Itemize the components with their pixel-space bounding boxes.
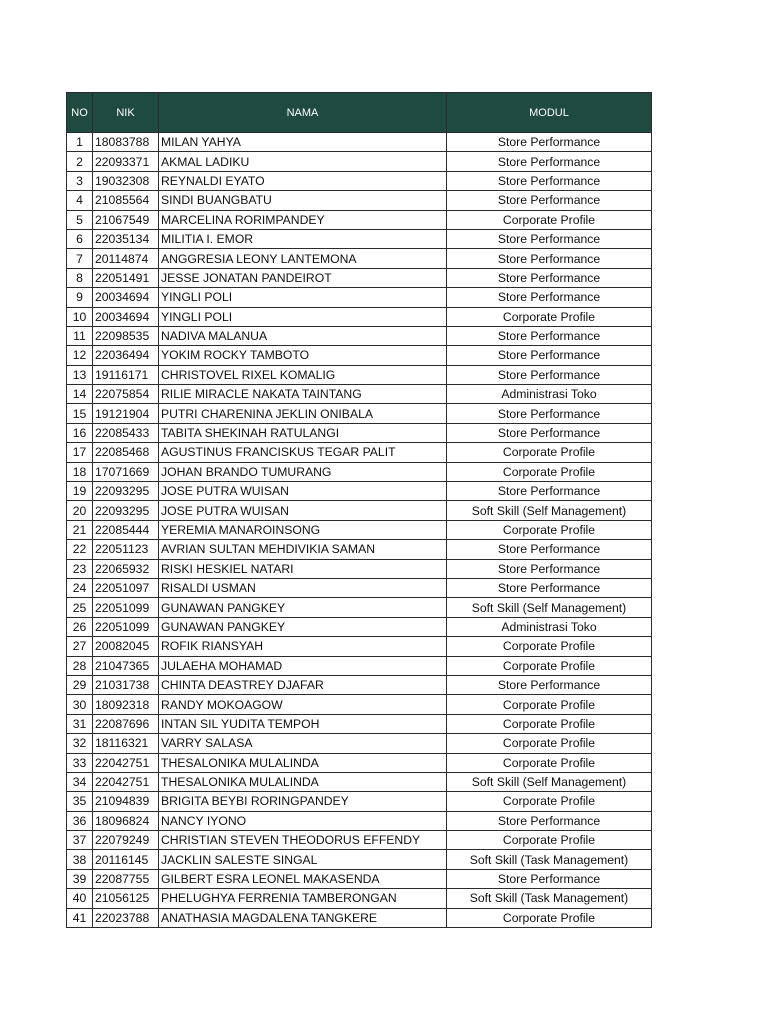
cell-modul: Corporate Profile: [447, 734, 652, 753]
cell-nik: 22023788: [93, 908, 159, 927]
cell-nik: 19121904: [93, 404, 159, 423]
cell-no: 4: [67, 191, 93, 210]
cell-no: 38: [67, 850, 93, 869]
cell-nik: 19032308: [93, 171, 159, 190]
table-row: [67, 578, 652, 597]
cell-no: 13: [67, 365, 93, 384]
cell-no: 22: [67, 540, 93, 559]
cell-modul: Store Performance: [447, 133, 652, 152]
cell-nama: RILIE MIRACLE NAKATA TAINTANG: [159, 385, 447, 404]
cell-no: 19: [67, 482, 93, 501]
cell-nama: ANGGRESIA LEONY LANTEMONA: [159, 249, 447, 268]
cell-nama: JOSE PUTRA WUISAN: [159, 482, 447, 501]
cell-no: 36: [67, 811, 93, 830]
cell-no: 35: [67, 792, 93, 811]
cell-no: 7: [67, 249, 93, 268]
cell-modul: Store Performance: [447, 423, 652, 442]
cell-no: 26: [67, 617, 93, 636]
cell-no: 17: [67, 443, 93, 462]
cell-modul: Corporate Profile: [447, 695, 652, 714]
cell-no: 29: [67, 675, 93, 694]
table-row: [67, 191, 652, 210]
table-row: [67, 637, 652, 656]
cell-nama: JOHAN BRANDO TUMURANG: [159, 462, 447, 481]
cell-modul: Soft Skill (Task Management): [447, 850, 652, 869]
cell-modul: Corporate Profile: [447, 831, 652, 850]
cell-no: 32: [67, 734, 93, 753]
cell-nik: 21031738: [93, 675, 159, 694]
cell-nik: 22093371: [93, 152, 159, 171]
cell-nik: 20114874: [93, 249, 159, 268]
cell-modul: Corporate Profile: [447, 753, 652, 772]
cell-no: 5: [67, 210, 93, 229]
cell-modul: Soft Skill (Self Management): [447, 772, 652, 791]
cell-modul: Store Performance: [447, 811, 652, 830]
cell-no: 6: [67, 229, 93, 248]
cell-modul: Store Performance: [447, 869, 652, 888]
cell-nik: 17071669: [93, 462, 159, 481]
table-row: [67, 307, 652, 326]
cell-nama: RISALDI USMAN: [159, 578, 447, 597]
table-row: [67, 423, 652, 442]
cell-nik: 22051123: [93, 540, 159, 559]
table-body: [67, 133, 652, 928]
cell-nik: 20034694: [93, 307, 159, 326]
cell-nik: 22065932: [93, 559, 159, 578]
cell-nama: SINDI BUANGBATU: [159, 191, 447, 210]
cell-nik: 18116321: [93, 734, 159, 753]
table-row: [67, 695, 652, 714]
cell-nik: 20082045: [93, 637, 159, 656]
cell-nik: 22036494: [93, 346, 159, 365]
table-row: [67, 889, 652, 908]
cell-nik: 20034694: [93, 288, 159, 307]
cell-nama: ANATHASIA MAGDALENA TANGKERE: [159, 908, 447, 927]
cell-nik: 18092318: [93, 695, 159, 714]
cell-no: 16: [67, 423, 93, 442]
table-row: [67, 288, 652, 307]
cell-no: 3: [67, 171, 93, 190]
cell-modul: Store Performance: [447, 268, 652, 287]
cell-nik: 21067549: [93, 210, 159, 229]
cell-modul: Store Performance: [447, 152, 652, 171]
cell-modul: Corporate Profile: [447, 908, 652, 927]
table-row: [67, 346, 652, 365]
table-row: [67, 675, 652, 694]
cell-nama: GUNAWAN PANGKEY: [159, 617, 447, 636]
cell-nik: 22035134: [93, 229, 159, 248]
cell-modul: Store Performance: [447, 249, 652, 268]
cell-nama: JESSE JONATAN PANDEIROT: [159, 268, 447, 287]
cell-nik: 22051099: [93, 598, 159, 617]
table-row: [67, 501, 652, 520]
cell-nik: 21047365: [93, 656, 159, 675]
cell-no: 37: [67, 831, 93, 850]
cell-nama: JOSE PUTRA WUISAN: [159, 501, 447, 520]
table-row: [67, 249, 652, 268]
cell-modul: Soft Skill (Self Management): [447, 501, 652, 520]
cell-no: 2: [67, 152, 93, 171]
cell-no: 18: [67, 462, 93, 481]
cell-modul: Corporate Profile: [447, 792, 652, 811]
cell-no: 11: [67, 326, 93, 345]
cell-no: 8: [67, 268, 93, 287]
cell-modul: Corporate Profile: [447, 443, 652, 462]
cell-nama: JACKLIN SALESTE SINGAL: [159, 850, 447, 869]
table-row: [67, 443, 652, 462]
cell-modul: Store Performance: [447, 482, 652, 501]
cell-nik: 22093295: [93, 482, 159, 501]
cell-modul: Administrasi Toko: [447, 617, 652, 636]
cell-no: 1: [67, 133, 93, 152]
table-row: [67, 772, 652, 791]
cell-modul: Store Performance: [447, 540, 652, 559]
cell-modul: Store Performance: [447, 559, 652, 578]
cell-modul: Corporate Profile: [447, 714, 652, 733]
table-row: [67, 831, 652, 850]
header-nik: NIK: [93, 93, 159, 133]
cell-nama: CHRISTOVEL RIXEL KOMALIG: [159, 365, 447, 384]
cell-modul: Administrasi Toko: [447, 385, 652, 404]
cell-nama: INTAN SIL YUDITA TEMPOH: [159, 714, 447, 733]
table-row: [67, 404, 652, 423]
cell-nama: AVRIAN SULTAN MEHDIVIKIA SAMAN: [159, 540, 447, 559]
cell-no: 20: [67, 501, 93, 520]
cell-no: 9: [67, 288, 93, 307]
cell-nama: JULAEHA MOHAMAD: [159, 656, 447, 675]
cell-nama: AKMAL LADIKU: [159, 152, 447, 171]
table-row: [67, 268, 652, 287]
cell-modul: Corporate Profile: [447, 462, 652, 481]
cell-nik: 22093295: [93, 501, 159, 520]
cell-no: 31: [67, 714, 93, 733]
cell-nama: NANCY IYONO: [159, 811, 447, 830]
cell-nama: YEREMIA MANAROINSONG: [159, 520, 447, 539]
table-row: [67, 462, 652, 481]
cell-nik: 22087755: [93, 869, 159, 888]
cell-nik: 18083788: [93, 133, 159, 152]
cell-modul: Corporate Profile: [447, 637, 652, 656]
cell-no: 30: [67, 695, 93, 714]
cell-no: 41: [67, 908, 93, 927]
cell-nik: 21056125: [93, 889, 159, 908]
cell-nama: MILAN YAHYA: [159, 133, 447, 152]
table-row: [67, 540, 652, 559]
cell-no: 28: [67, 656, 93, 675]
cell-nama: GILBERT ESRA LEONEL MAKASENDA: [159, 869, 447, 888]
table-row: [67, 520, 652, 539]
cell-modul: Soft Skill (Self Management): [447, 598, 652, 617]
cell-no: 15: [67, 404, 93, 423]
table-row: [67, 811, 652, 830]
cell-nama: MILITIA I. EMOR: [159, 229, 447, 248]
participant-table: [66, 92, 652, 928]
cell-nama: NADIVA MALANUA: [159, 326, 447, 345]
table-row: [67, 908, 652, 927]
table-row: [67, 598, 652, 617]
cell-no: 34: [67, 772, 93, 791]
cell-no: 25: [67, 598, 93, 617]
cell-modul: Store Performance: [447, 578, 652, 597]
cell-nik: 22079249: [93, 831, 159, 850]
cell-no: 24: [67, 578, 93, 597]
cell-nama: VARRY SALASA: [159, 734, 447, 753]
table-row: [67, 734, 652, 753]
cell-modul: Store Performance: [447, 288, 652, 307]
cell-modul: Store Performance: [447, 404, 652, 423]
cell-nama: THESALONIKA MULALINDA: [159, 772, 447, 791]
cell-nama: PHELUGHYA FERRENIA TAMBERONGAN: [159, 889, 447, 908]
cell-modul: Store Performance: [447, 675, 652, 694]
cell-nik: 22085468: [93, 443, 159, 462]
cell-no: 27: [67, 637, 93, 656]
cell-no: 21: [67, 520, 93, 539]
cell-nama: YOKIM ROCKY TAMBOTO: [159, 346, 447, 365]
cell-nama: BRIGITA BEYBI RORINGPANDEY: [159, 792, 447, 811]
cell-nama: GUNAWAN PANGKEY: [159, 598, 447, 617]
cell-nama: AGUSTINUS FRANCISKUS TEGAR PALIT: [159, 443, 447, 462]
cell-no: 14: [67, 385, 93, 404]
cell-nama: PUTRI CHARENINA JEKLIN ONIBALA: [159, 404, 447, 423]
cell-nama: ROFIK RIANSYAH: [159, 637, 447, 656]
cell-no: 33: [67, 753, 93, 772]
cell-modul: Soft Skill (Task Management): [447, 889, 652, 908]
cell-no: 39: [67, 869, 93, 888]
table-row: [67, 326, 652, 345]
table-row: [67, 385, 652, 404]
cell-nik: 21094839: [93, 792, 159, 811]
cell-nik: 18096824: [93, 811, 159, 830]
cell-no: 10: [67, 307, 93, 326]
cell-nik: 22075854: [93, 385, 159, 404]
cell-nama: CHRISTIAN STEVEN THEODORUS EFFENDY: [159, 831, 447, 850]
cell-nama: REYNALDI EYATO: [159, 171, 447, 190]
cell-modul: Store Performance: [447, 346, 652, 365]
cell-modul: Corporate Profile: [447, 307, 652, 326]
table-row: [67, 229, 652, 248]
cell-modul: Store Performance: [447, 365, 652, 384]
cell-modul: Corporate Profile: [447, 520, 652, 539]
cell-nama: MARCELINA RORIMPANDEY: [159, 210, 447, 229]
table-row: [67, 656, 652, 675]
cell-nik: 22051099: [93, 617, 159, 636]
cell-nik: 20116145: [93, 850, 159, 869]
cell-nik: 19116171: [93, 365, 159, 384]
cell-nik: 22085433: [93, 423, 159, 442]
cell-nik: 22051097: [93, 578, 159, 597]
header-no: NO: [67, 93, 93, 133]
cell-modul: Store Performance: [447, 326, 652, 345]
cell-nama: RANDY MOKOAGOW: [159, 695, 447, 714]
cell-nik: 22042751: [93, 772, 159, 791]
header-row: [67, 93, 652, 133]
cell-nama: THESALONIKA MULALINDA: [159, 753, 447, 772]
table-row: [67, 210, 652, 229]
cell-no: 23: [67, 559, 93, 578]
table-row: [67, 869, 652, 888]
cell-nik: 22087696: [93, 714, 159, 733]
cell-modul: Corporate Profile: [447, 656, 652, 675]
cell-nama: TABITA SHEKINAH RATULANGI: [159, 423, 447, 442]
cell-nama: YINGLI POLI: [159, 307, 447, 326]
header-nama: NAMA: [159, 93, 447, 133]
table-row: [67, 365, 652, 384]
cell-nama: CHINTA DEASTREY DJAFAR: [159, 675, 447, 694]
table-row: [67, 714, 652, 733]
cell-modul: Store Performance: [447, 191, 652, 210]
table-row: [67, 482, 652, 501]
table-row: [67, 152, 652, 171]
table-row: [67, 171, 652, 190]
cell-nik: 22051491: [93, 268, 159, 287]
cell-nik: 22098535: [93, 326, 159, 345]
cell-nama: YINGLI POLI: [159, 288, 447, 307]
table-row: [67, 133, 652, 152]
header-modul: MODUL: [447, 93, 652, 133]
cell-nik: 22085444: [93, 520, 159, 539]
table-row: [67, 850, 652, 869]
table-row: [67, 617, 652, 636]
table-row: [67, 753, 652, 772]
cell-modul: Corporate Profile: [447, 210, 652, 229]
cell-nama: RISKI HESKIEL NATARI: [159, 559, 447, 578]
cell-modul: Store Performance: [447, 229, 652, 248]
cell-nik: 22042751: [93, 753, 159, 772]
cell-modul: Store Performance: [447, 171, 652, 190]
cell-no: 40: [67, 889, 93, 908]
table-row: [67, 792, 652, 811]
cell-no: 12: [67, 346, 93, 365]
cell-nik: 21085564: [93, 191, 159, 210]
table-row: [67, 559, 652, 578]
